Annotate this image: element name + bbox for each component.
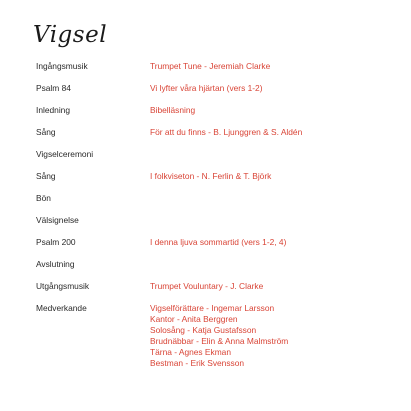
program-item-label: Utgångsmusik (36, 281, 90, 291)
contributor-line: Brudnäbbar - Elin & Anna Malmström (150, 336, 289, 346)
contributor-line: Solosång - Katja Gustafsson (150, 325, 257, 335)
program-item-value: För att du finns - B. Ljunggren & S. Aldén (150, 127, 303, 137)
page-title: Vigsel (33, 22, 108, 48)
program-item-label: Vigselceremoni (36, 149, 94, 159)
program-item-value: Trumpet Tune - Jeremiah Clarke (150, 61, 271, 71)
contributor-line: Bestman - Erik Svensson (150, 358, 245, 368)
contributor-line: Kantor - Anita Berggren (150, 314, 238, 324)
contributors-list (150, 303, 288, 369)
program-item-label: Ingångsmusik (36, 61, 88, 71)
program-item-value: I folkviseton - N. Ferlin & T. Björk (150, 171, 272, 181)
program-item-label: Psalm 200 (36, 237, 76, 247)
program-item-label: Inledning (36, 105, 70, 115)
program-item-label: Avslutning (36, 259, 75, 269)
contributors-label: Medverkande (36, 303, 87, 313)
program-item-label: Psalm 84 (36, 83, 71, 93)
program-item-label: Välsignelse (36, 215, 79, 225)
contributor-line: Tärna - Agnes Ekman (150, 347, 231, 357)
program-item-value: Vi lyfter våra hjärtan (vers 1-2) (150, 83, 263, 93)
program-item-value: I denna ljuva sommartid (vers 1-2, 4) (150, 237, 287, 247)
contributor-line: Vigselförättare - Ingemar Larsson (150, 303, 275, 313)
program-item-label: Bön (36, 193, 51, 203)
program-item-value: Trumpet Vouluntary - J. Clarke (150, 281, 264, 291)
program-item-value: Bibelläsning (150, 105, 196, 115)
program-item-label: Sång (36, 127, 56, 137)
program-item-label: Sång (36, 171, 56, 181)
